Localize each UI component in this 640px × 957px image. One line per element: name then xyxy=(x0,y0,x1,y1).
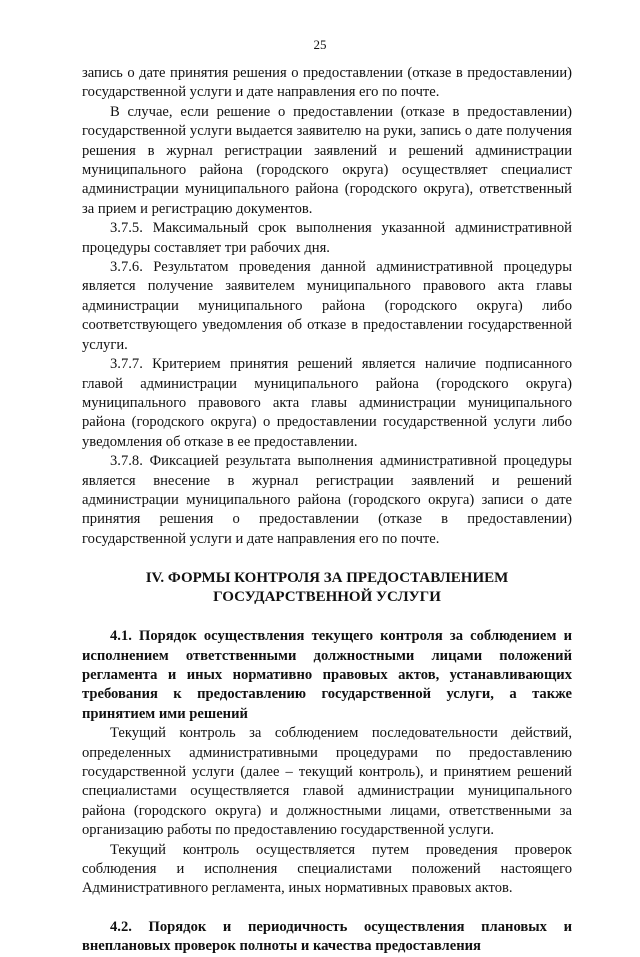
paragraph-current-control-method: Текущий контроль осуществляется путем проведения проверок соблюдения и исполнения специалистами положений настоящего Административного регламента, иных нормативных правовых актов. xyxy=(82,841,572,897)
page-number: 25 xyxy=(313,37,327,52)
paragraph-3-7-6: 3.7.6. Результатом проведения данной административной процедуры является получение заявителем муниципального правового акта главы администрации муниципального района (городского округа) либо соответствующего уведомления об отказе в предоставлении государственной услуги. xyxy=(82,259,572,353)
section-heading-iv xyxy=(82,569,572,607)
section-heading-line-1: IV. ФОРМЫ КОНТРОЛЯ ЗА ПРЕДОСТАВЛЕНИЕМ xyxy=(145,570,509,587)
paragraph-current-control: Текущий контроль за соблюдением последовательности действий, определенных административными процедурами по предоставлению государственной услуги (далее – текущий контроль), и принятием решений специалистами осуществляется главой администрации муниципального района (городского округа) и должностными лицами, ответственными за организацию работы по предоставлению государственной услуги. xyxy=(82,725,572,839)
paragraph-3-7-8: 3.7.8. Фиксацией результата выполнения административной процедуры является внесение в журнал регистрации заявлений и решений администрации муниципального района (городского округа) записи о дате принятия решения о предоставлении (отказе в предоставлении) государственной услуги и дате направления его по почте. xyxy=(82,453,572,547)
subheading-4-1: 4.1. Порядок осуществления текущего контроля за соблюдением и исполнением ответственными должностными лицами положений регламента и иных нормативно правовых актов, устанавливающих требования к предоставлению государственной услуги, а также принятием ими решений xyxy=(82,628,572,722)
paragraph-3-7-7: 3.7.7. Критерием принятия решений является наличие подписанного главой администрации муниципального района (городского округа) муниципального правового акта главы администрации муниципального района (городского округа) о предоставлении государственной услуги либо уведомления об отказе в ее предоставлении. xyxy=(82,356,572,450)
subheading-4-2: 4.2. Порядок и периодичность осуществления плановых и внеплановых проверок полноты и качества предоставления xyxy=(82,918,572,955)
paragraph-3-7-5: 3.7.5. Максимальный срок выполнения указанной административной процедуры составляет три рабочих дня. xyxy=(82,220,572,256)
paragraph-continuation: запись о дате принятия решения о предоставлении (отказе в предоставлении) государственной услуги и дате направления его по почте. xyxy=(82,65,572,101)
section-heading-line-2: ГОСУДАРСТВЕННОЙ УСЛУГИ xyxy=(213,589,441,606)
paragraph-issuance-in-person: В случае, если решение о предоставлении (отказе в предоставлении) государственной услуги выдается заявителю на руки, запись о дате получения решения в журнал регистрации заявлений и решений администрации муниципального района (городского округа) осуществляет специалист администрации муниципального района (городского округа), ответственный за прием и регистрацию документов. xyxy=(82,103,572,217)
document-body xyxy=(82,64,572,957)
